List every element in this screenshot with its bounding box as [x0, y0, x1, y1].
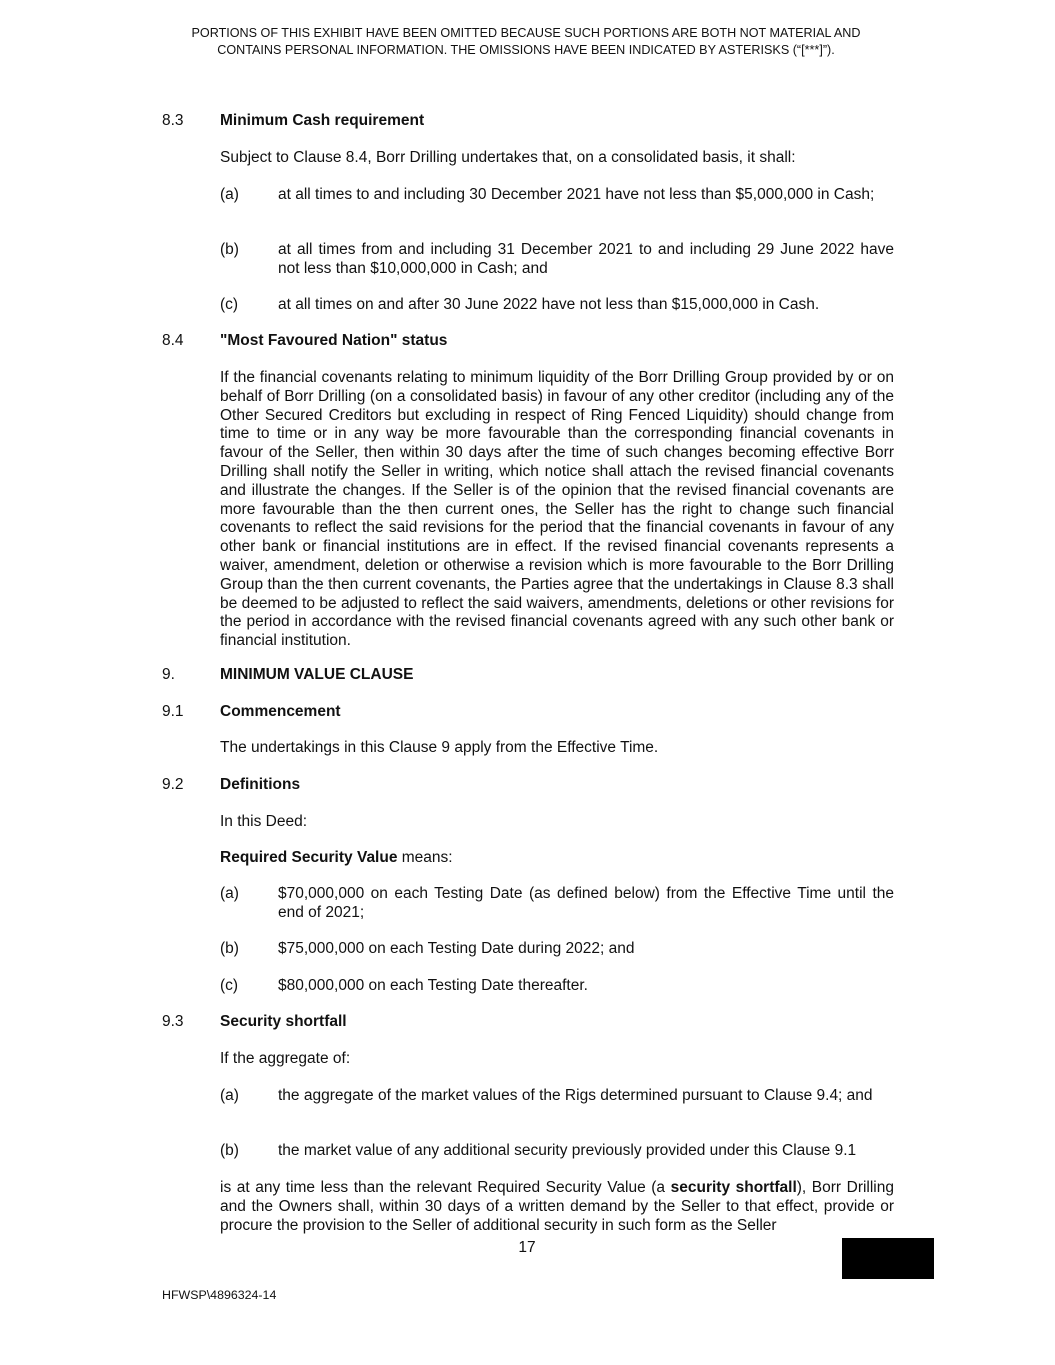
- section-9-2-heading: Definitions: [220, 776, 301, 793]
- clause-9-2-b-label: (b): [220, 940, 239, 957]
- clause-9-2-a-text: $70,000,000 on each Testing Date (as defined below) from the Effective Time until the end of 2021;: [278, 885, 894, 921]
- omission-notice-line-1: PORTIONS OF THIS EXHIBIT HAVE BEEN OMITTED BECAUSE SUCH PORTIONS ARE BOTH NOT MATERIAL AND: [191, 26, 861, 40]
- security-shortfall-term: security shortfall: [670, 1179, 797, 1196]
- section-9-3-intro: If the aggregate of:: [220, 1050, 351, 1067]
- section-9-1-number: 9.1: [162, 703, 184, 720]
- clause-8-3-b-text: at all times from and including 31 December 2021 to and including 29 June 2022 have not less than $10,000,000 in Cash; and: [278, 241, 894, 277]
- section-9-number: 9.: [162, 666, 175, 683]
- section-9-2-intro: In this Deed:: [220, 813, 308, 830]
- section-8-4-body: If the financial covenants relating to minimum liquidity of the Borr Drilling Group provided by or on behalf of Borr Drilling (on a consolidated basis) in favour of any other creditor (including any of the Other Secured Creditors but excluding in respect of Ring Fenced Liquidity) should change from time to time or in any way be more favourable than the corresponding financial covenants in favour of the Seller, then within 30 days after the time of such changes becoming effective Borr Drilling shall notify the Seller in writing, which notice shall attach the revised financial covenants and illustrate the changes. If the Seller is of the opinion that the revised financial covenants are more favourable than the then current ones, the Seller has the right to change such financial covenants to reflect the said revisions for the period that the financial covenants in favour of any other bank or financial institutions are in effect. If the revised financial covenants represents a waiver, amendment, deletion or otherwise a revision which is more favourable to the Borr Drilling Group than the then current covenants, the Parties agree that the undertakings in Clause 8.3 shall be deemed to be adjusted to reflect the said waivers, amendments, deletions or other revisions for the period in accordance with the revised financial covenants agreed with any such other bank or financial institution.: [220, 369, 894, 650]
- clause-9-3-b-text: the market value of any additional security previously provided under this Clause 9.1: [278, 1142, 857, 1159]
- defined-term: Required Security Value: [220, 849, 398, 866]
- section-9-3-body-pre: is at any time less than the relevant Required Security Value (a: [220, 1179, 671, 1196]
- section-8-4-heading: "Most Favoured Nation" status: [220, 332, 448, 349]
- clause-8-3-c-label: (c): [220, 296, 239, 313]
- section-9-1-heading: Commencement: [220, 703, 341, 720]
- section-8-4-number: 8.4: [162, 332, 184, 349]
- clause-8-3-c-text: at all times on and after 30 June 2022 have not less than $15,000,000 in Cash.: [278, 296, 820, 313]
- section-9-3-heading: Security shortfall: [220, 1013, 347, 1030]
- redaction-box: [842, 1238, 934, 1279]
- clause-8-3-a-text: at all times to and including 30 December 2021 have not less than $5,000,000 in Cash;: [278, 186, 875, 203]
- section-8-3-heading: Minimum Cash requirement: [220, 112, 425, 129]
- clause-8-3-b-label: (b): [220, 241, 239, 258]
- section-9-2-number: 9.2: [162, 776, 184, 793]
- clause-9-2-c-label: (c): [220, 977, 239, 994]
- omission-notice: [150, 25, 902, 59]
- section-8-3-number: 8.3: [162, 112, 184, 129]
- clause-9-2-b-text: $75,000,000 on each Testing Date during 2022; and: [278, 940, 635, 957]
- clause-9-3-a-text: the aggregate of the market values of the Rigs determined pursuant to Clause 9.4; and: [278, 1087, 873, 1104]
- clause-8-3-a-label: (a): [220, 186, 239, 203]
- section-9-3-body: [220, 1179, 894, 1235]
- omission-notice-line-2: CONTAINS PERSONAL INFORMATION. THE OMISSIONS HAVE BEEN INDICATED BY ASTERISKS (“[***]”).: [217, 43, 835, 57]
- clause-9-3-b-label: (b): [220, 1142, 239, 1159]
- document-id: HFWSP\4896324-14: [162, 1288, 277, 1302]
- clause-9-2-c-text: $80,000,000 on each Testing Date thereafter.: [278, 977, 588, 994]
- clause-9-3-a-label: (a): [220, 1087, 239, 1104]
- clause-9-2-a-label: (a): [220, 885, 239, 902]
- page-number: 17: [518, 1239, 536, 1256]
- section-9-heading: MINIMUM VALUE CLAUSE: [220, 666, 414, 683]
- defined-term-suffix: means:: [397, 849, 453, 866]
- section-9-3-body-post: ), Borr Drilling and the Owners shall, within 30 days of a written demand by the Seller to that effect, provide or procure the provision to the Seller of additional security in such form as the Seller: [220, 1179, 894, 1234]
- required-security-value-definition: [220, 849, 894, 868]
- section-8-3-intro: Subject to Clause 8.4, Borr Drilling undertakes that, on a consolidated basis, it shall:: [220, 149, 796, 166]
- section-9-1-body: The undertakings in this Clause 9 apply from the Effective Time.: [220, 739, 659, 756]
- section-9-3-number: 9.3: [162, 1013, 184, 1030]
